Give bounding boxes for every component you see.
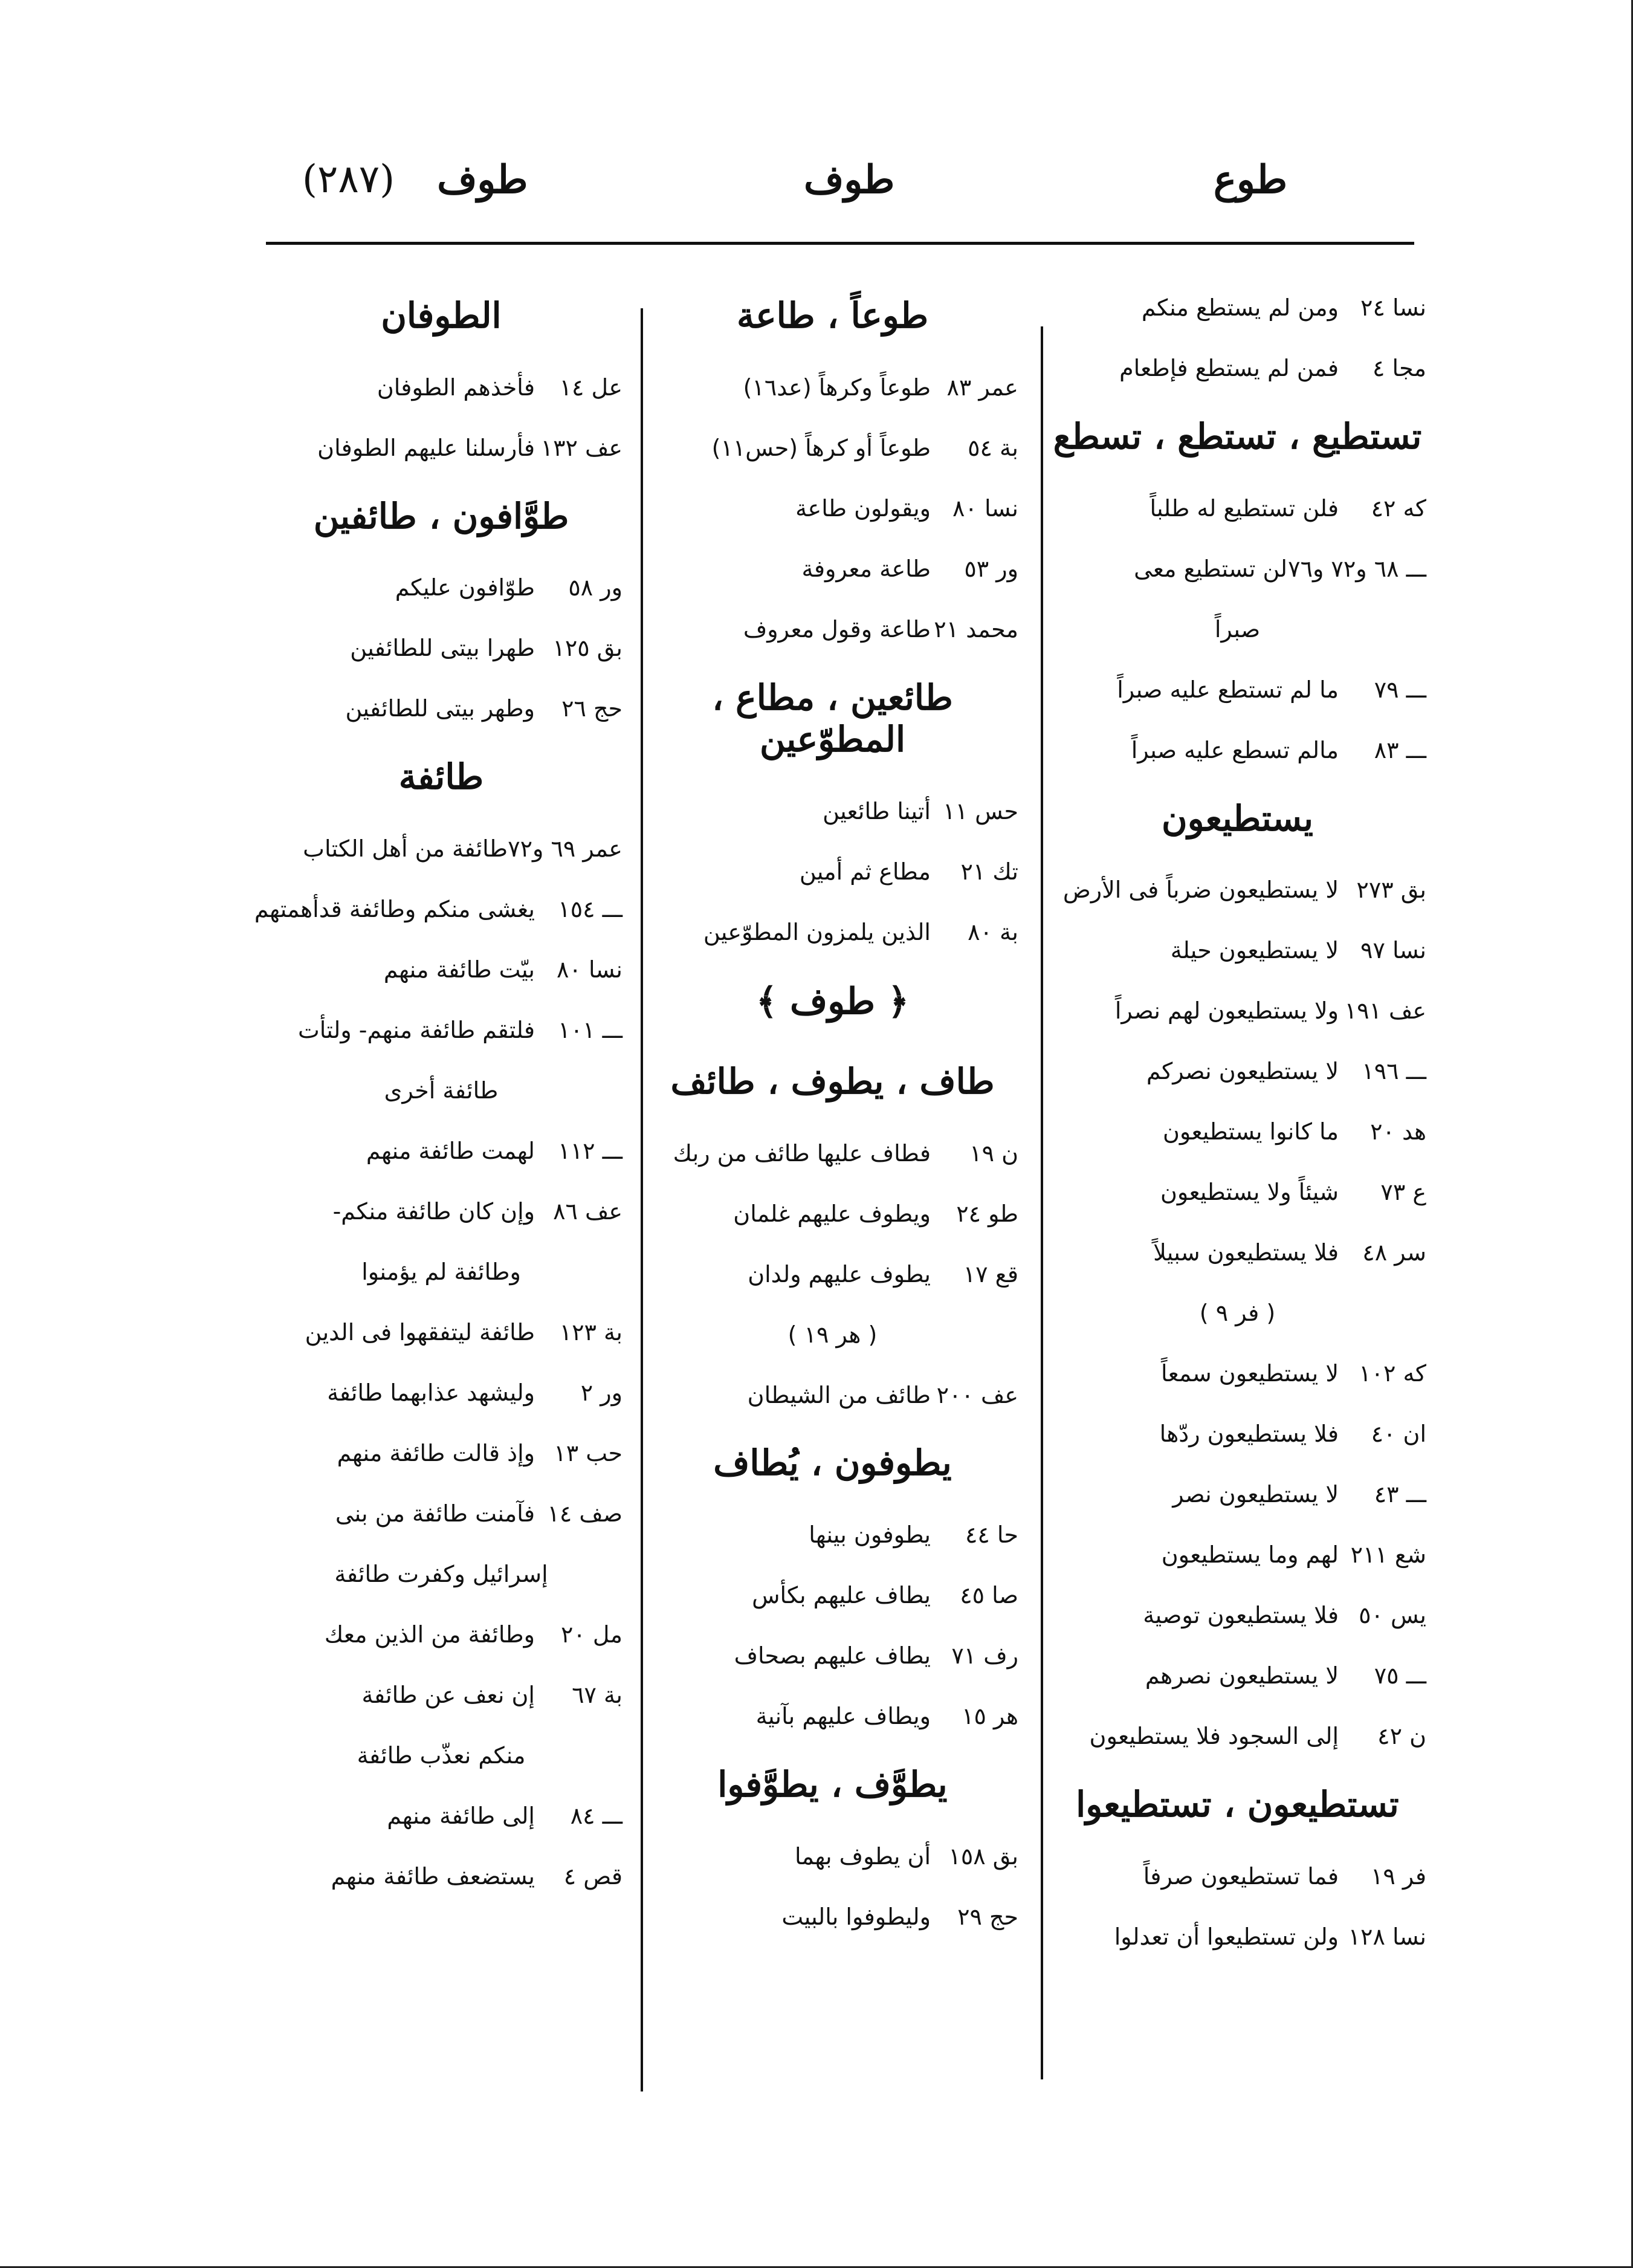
entry-text: يغشى منكم وطائفة قدأهمتهم bbox=[254, 895, 535, 922]
entry-text: ما كانوا يستطيعون bbox=[1163, 1118, 1339, 1145]
index-entry bbox=[647, 1365, 1018, 1425]
index-entry bbox=[1049, 339, 1426, 399]
entry-text: أتينا طائعين bbox=[823, 797, 931, 825]
entry-text: يستضعف طائفة منهم bbox=[331, 1862, 535, 1890]
entry-ref: رف ٧١ bbox=[951, 1642, 1018, 1670]
entry-text: وليشهد عذابهما طائفة bbox=[327, 1379, 535, 1406]
section-heading: يستطيعون bbox=[1161, 797, 1313, 839]
entry-text: فآمنت طائفة من بنى bbox=[335, 1500, 535, 1527]
column-divider-right bbox=[1041, 326, 1043, 2079]
entry-text: ما لم تستطع عليه صبراً bbox=[1117, 676, 1339, 703]
index-entry bbox=[647, 1244, 1018, 1304]
section-heading: طاف ، يطوف ، طائف bbox=[670, 1060, 995, 1102]
entry-ref: ـــ ٧٥ bbox=[1374, 1662, 1426, 1690]
index-entry bbox=[1049, 1646, 1426, 1706]
section-heading: طوعاً ، طاعة bbox=[736, 295, 929, 336]
entry-ref: ـــ ٦٨ و٧٢ و٧٦ bbox=[1288, 555, 1426, 582]
entry-text: مالم تسطع عليه صبراً bbox=[1131, 736, 1339, 763]
entry-text: ويطاف عليهم بآنية bbox=[755, 1703, 931, 1730]
header-root-center: طوف bbox=[804, 157, 895, 202]
index-entry bbox=[260, 558, 622, 618]
entry-ref: مجا ٤ bbox=[1373, 355, 1426, 382]
entry-ref: كه ٤٢ bbox=[1371, 494, 1426, 522]
index-entry bbox=[1049, 860, 1426, 921]
index-entry bbox=[1049, 921, 1426, 981]
index-entry bbox=[1049, 1907, 1426, 1968]
entry-ref: بة ٨٠ bbox=[968, 918, 1018, 945]
header-left-group bbox=[302, 157, 528, 202]
entry-text: ولا يستطيعون لهم نصراً bbox=[1114, 997, 1339, 1025]
entry-ref: عل ١٤ bbox=[559, 374, 622, 401]
index-entry bbox=[260, 1303, 622, 1363]
index-entry-continuation bbox=[260, 1242, 622, 1303]
entry-ref: كه ١٠٢ bbox=[1359, 1360, 1426, 1387]
entry-ref: تك ٢١ bbox=[960, 858, 1018, 885]
entry-ref: بة ١٢٣ bbox=[559, 1318, 622, 1346]
index-entry bbox=[260, 1605, 622, 1665]
entry-text: لا يستطيعون نصرهم bbox=[1145, 1662, 1339, 1690]
index-entry bbox=[260, 1424, 622, 1484]
index-entry bbox=[1049, 1847, 1426, 1907]
index-entry bbox=[260, 418, 622, 479]
index-entry bbox=[1049, 1525, 1426, 1586]
entry-ref: عف ١٩١ bbox=[1344, 997, 1426, 1025]
entry-ref: ن ١٩ bbox=[969, 1139, 1018, 1167]
entry-text: مطاع ثم أمين bbox=[799, 858, 931, 885]
index-entry bbox=[647, 1626, 1018, 1686]
index-entry bbox=[260, 358, 622, 418]
section-heading: يطوَّف ، يطوَّفوا bbox=[717, 1763, 948, 1805]
entry-ref: ـــ ١٠١ bbox=[558, 1016, 622, 1043]
column-middle bbox=[647, 278, 1018, 1948]
entry-text: فلا يستطيعون توصية bbox=[1143, 1602, 1339, 1629]
entry-text: أن يطوف بهما bbox=[794, 1842, 931, 1870]
entry-text: لا يستطيعون ضرباً فى الأرض bbox=[1062, 876, 1339, 904]
entry-text: طائفة ليتفقهوا فى الدين bbox=[305, 1318, 535, 1346]
section-heading: تستطيعون ، تستطيعوا bbox=[1076, 1784, 1399, 1826]
entry-text: لهم وما يستطيعون bbox=[1161, 1541, 1339, 1569]
index-entry bbox=[1049, 1162, 1426, 1223]
entry-ref: عف ١٣٢ bbox=[540, 434, 622, 461]
page-header bbox=[266, 145, 1414, 224]
entry-ref: هد ٢٠ bbox=[1370, 1118, 1426, 1145]
entry-ref: نسا ٨٠ bbox=[557, 956, 622, 983]
entry-text: فلا يستطيعون سبيلاً bbox=[1153, 1239, 1339, 1266]
section-heading: تستطيع ، تستطع ، تسطع bbox=[1053, 416, 1422, 457]
entry-text: طوّافون عليكم bbox=[395, 574, 535, 601]
entry-text: فما تستطيعون صرفاً bbox=[1143, 1862, 1339, 1890]
entry-ref: بق ٢٧٣ bbox=[1356, 876, 1426, 904]
entry-text: شيئاً ولا يستطيعون bbox=[1160, 1179, 1339, 1206]
entry-ref: صف ١٤ bbox=[547, 1500, 622, 1527]
index-entry bbox=[1049, 1404, 1426, 1465]
column-divider-left bbox=[641, 308, 643, 2091]
entry-ref: ـــ ١١٢ bbox=[558, 1137, 622, 1164]
entry-text: لن تستطيع معى bbox=[1134, 555, 1287, 582]
entry-ref: ع ٧٣ bbox=[1380, 1179, 1426, 1206]
entry-text: إلى السجود فلا يستطيعون bbox=[1089, 1723, 1339, 1750]
entry-text: ويقولون طاعة bbox=[795, 494, 931, 522]
entry-ref: يس ٥٠ bbox=[1359, 1602, 1426, 1629]
index-entry bbox=[647, 1827, 1018, 1887]
entry-ref: ـــ ١٥٤ bbox=[558, 895, 622, 922]
entry-ref: حج ٢٦ bbox=[561, 695, 622, 722]
entry-ref: عف ٢٠٠ bbox=[936, 1381, 1018, 1408]
index-entry bbox=[1049, 539, 1426, 600]
index-entry-continuation bbox=[260, 1544, 622, 1605]
entry-text: الذين يلمزون المطوّعين bbox=[703, 918, 931, 945]
index-entry bbox=[1049, 1706, 1426, 1767]
index-entry bbox=[647, 1123, 1018, 1184]
entry-text: لا يستطيعون سمعاً bbox=[1161, 1360, 1339, 1387]
index-entry bbox=[647, 1566, 1018, 1626]
entry-ref: ور ٥٨ bbox=[568, 574, 622, 601]
entry-text: فمن لم يستطع فإطعام bbox=[1119, 355, 1339, 382]
page-number: (٢٨٧) bbox=[302, 157, 395, 202]
entry-ref: قص ٤ bbox=[563, 1862, 622, 1890]
entry-text: فطاف عليها طائف من ربك bbox=[673, 1139, 931, 1167]
index-entry bbox=[647, 600, 1018, 660]
index-entry-crossref bbox=[1049, 1283, 1426, 1344]
entry-ref: طو ٢٤ bbox=[956, 1200, 1018, 1227]
entry-ref: ان ٤٠ bbox=[1371, 1421, 1426, 1448]
index-entry bbox=[1049, 1344, 1426, 1404]
section-heading: طائعين ، مطاع ، المطوّعين bbox=[712, 676, 953, 760]
index-entry bbox=[647, 902, 1018, 963]
entry-text: فأخذهم الطوفان bbox=[377, 374, 535, 401]
index-entry bbox=[260, 618, 622, 679]
index-entry bbox=[260, 1121, 622, 1182]
entry-text: وإن كان طائفة منكم- bbox=[332, 1197, 535, 1225]
index-entry bbox=[647, 358, 1018, 418]
entry-ref: ور ٢ bbox=[580, 1379, 622, 1406]
entry-text: بيّت طائفة منهم bbox=[383, 956, 535, 983]
entry-text: فأرسلنا عليهم الطوفان bbox=[317, 434, 535, 461]
entry-ref: نسا ٩٧ bbox=[1360, 937, 1426, 964]
index-entry bbox=[647, 539, 1018, 600]
entry-text: وإذ قالت طائفة منهم bbox=[337, 1439, 535, 1466]
index-entry bbox=[647, 1184, 1018, 1244]
entry-text: طوعاً وكرهاً (عد١٦) bbox=[743, 374, 931, 401]
entry-text: فلا يستطيعون ردّها bbox=[1159, 1421, 1339, 1448]
entry-ref: حب ١٣ bbox=[554, 1439, 622, 1466]
entry-text: لا يستطيعون حيلة bbox=[1170, 937, 1339, 964]
entry-text: طائفة أخرى bbox=[384, 1077, 499, 1104]
entry-text: ويطوف عليهم غلمان bbox=[733, 1200, 931, 1227]
entry-text: إسرائيل وكفرت طائفة bbox=[334, 1560, 548, 1587]
index-entry bbox=[260, 1665, 622, 1726]
index-entry bbox=[647, 1686, 1018, 1747]
section-heading: الطوفان bbox=[381, 295, 502, 336]
entry-text: يطاف عليهم بكأس bbox=[752, 1582, 931, 1609]
entry-ref: هر ١٥ bbox=[962, 1703, 1018, 1730]
entry-text: وليطوفوا بالبيت bbox=[781, 1903, 931, 1930]
entry-text: طوعاً أو كرهاً (حس١١) bbox=[711, 434, 931, 461]
index-entry bbox=[260, 679, 622, 739]
column-left bbox=[254, 278, 622, 1907]
index-entry bbox=[260, 1363, 622, 1424]
index-entry bbox=[260, 1182, 622, 1242]
entry-text: ( هر ١٩ ) bbox=[787, 1321, 878, 1348]
index-entry bbox=[647, 1887, 1018, 1948]
index-entry bbox=[1049, 479, 1426, 539]
entry-ref: سر ٤٨ bbox=[1362, 1239, 1426, 1266]
index-entry bbox=[1049, 721, 1426, 781]
entry-text: ومن لم يستطع منكم bbox=[1141, 294, 1339, 322]
section-heading: طوَّافون ، طائفين bbox=[313, 495, 569, 537]
entry-text: إلى طائفة منهم bbox=[387, 1802, 535, 1829]
entry-ref: بة ٥٤ bbox=[968, 434, 1018, 461]
index-entry bbox=[1049, 1586, 1426, 1646]
entry-ref: صا ٤٥ bbox=[960, 1582, 1018, 1609]
index-entry bbox=[254, 880, 622, 940]
section-heading: يطوفون ، يُطاف bbox=[713, 1442, 952, 1484]
index-entry bbox=[260, 940, 622, 1000]
entry-ref: ـــ ٤٣ bbox=[1374, 1481, 1426, 1508]
entry-ref: ـــ ٨٤ bbox=[570, 1802, 622, 1829]
entry-text: طائف من الشيطان bbox=[747, 1381, 931, 1408]
index-entry-continuation bbox=[1049, 600, 1426, 660]
entry-ref: نسا ١٢٨ bbox=[1348, 1923, 1426, 1950]
entry-ref: حا ٤٤ bbox=[965, 1521, 1018, 1549]
entry-ref: حس ١١ bbox=[943, 797, 1018, 825]
section-heading: طائفة bbox=[398, 756, 484, 798]
entry-text: ( فر ٩ ) bbox=[1199, 1300, 1276, 1327]
column-right bbox=[1049, 278, 1426, 1968]
entry-ref: عمر ٦٩ و٧٢ bbox=[508, 835, 622, 862]
index-entry bbox=[1049, 1102, 1426, 1162]
entry-ref: عمر ٨٣ bbox=[946, 374, 1018, 401]
entry-text: طاعة وقول معروف bbox=[743, 615, 931, 643]
entry-ref: نسا ٨٠ bbox=[952, 494, 1018, 522]
entry-ref: ن ٤٢ bbox=[1377, 1723, 1426, 1750]
index-entry bbox=[1049, 660, 1426, 721]
entry-text: طهرا بيتى للطائفين bbox=[350, 635, 535, 662]
entry-ref: ور ٥٣ bbox=[964, 555, 1018, 582]
entry-text: لهمت طائفة منهم bbox=[366, 1137, 535, 1164]
header-root-left: طوف bbox=[437, 157, 528, 202]
index-entry bbox=[1049, 981, 1426, 1042]
entry-text: طاعة معروفة bbox=[801, 555, 931, 582]
entry-text: يطاف عليهم بصحاف bbox=[734, 1642, 931, 1670]
entry-text: وطائفة من الذين معك bbox=[324, 1621, 535, 1648]
entry-text: طائفة من أهل الكتاب bbox=[303, 835, 508, 862]
index-entry-continuation bbox=[260, 1061, 622, 1121]
index-entry bbox=[1049, 1465, 1426, 1525]
entry-text: إن نعف عن طائفة bbox=[361, 1681, 535, 1708]
entry-text: يطوف عليهم ولدان bbox=[748, 1260, 931, 1288]
entry-text: لا يستطيعون نصركم bbox=[1146, 1058, 1339, 1085]
entry-text: وطهر بيتى للطائفين bbox=[345, 695, 535, 722]
entry-text: فلن تستطيع له طلباً bbox=[1150, 494, 1339, 522]
index-entry bbox=[647, 418, 1018, 479]
index-entry bbox=[260, 1000, 622, 1061]
index-entry-continuation bbox=[260, 1726, 622, 1786]
entry-ref: ـــ ٧٩ bbox=[1374, 676, 1426, 703]
entry-text: لا يستطيعون نصر bbox=[1172, 1481, 1339, 1508]
entry-ref: محمد ٢١ bbox=[934, 615, 1018, 643]
entry-ref: بق ١٢٥ bbox=[552, 635, 622, 662]
index-entry bbox=[260, 1786, 622, 1847]
entry-ref: عف ٨٦ bbox=[553, 1197, 622, 1225]
entry-ref: ـــ ٨٣ bbox=[1374, 736, 1426, 763]
index-entry bbox=[260, 1484, 622, 1544]
index-entry bbox=[1049, 278, 1426, 339]
entry-text: ولن تستطيعوا أن تعدلوا bbox=[1114, 1923, 1339, 1950]
root-heading: ﴿ طوف ﴾ bbox=[755, 980, 910, 1023]
entry-ref: بق ١٥٨ bbox=[948, 1842, 1018, 1870]
entry-ref: بة ٦٧ bbox=[572, 1681, 622, 1708]
index-entry bbox=[260, 819, 622, 880]
entry-ref: مل ٢٠ bbox=[560, 1621, 622, 1648]
entry-ref: قع ١٧ bbox=[963, 1260, 1018, 1288]
entry-text: منكم نعذّب طائفة bbox=[357, 1742, 526, 1769]
entry-text: فلتقم طائفة منهم- ولتأت bbox=[297, 1016, 535, 1043]
index-entry bbox=[647, 782, 1018, 842]
index-entry-crossref bbox=[647, 1304, 1018, 1365]
entry-ref: حج ٢٩ bbox=[957, 1903, 1018, 1930]
index-entry bbox=[647, 479, 1018, 539]
entry-text: صبراً bbox=[1214, 615, 1261, 643]
entry-text: وطائفة لم يؤمنوا bbox=[361, 1258, 521, 1285]
index-entry bbox=[647, 1505, 1018, 1566]
entry-text: يطوفون بينها bbox=[809, 1521, 931, 1549]
header-rule bbox=[266, 242, 1414, 245]
index-entry bbox=[1049, 1042, 1426, 1102]
index-entry bbox=[1049, 1223, 1426, 1283]
entry-ref: ـــ ١٩٦ bbox=[1362, 1058, 1426, 1085]
entry-ref: فر ١٩ bbox=[1370, 1862, 1426, 1890]
entry-ref: شع ٢١١ bbox=[1350, 1541, 1426, 1569]
header-root-right: طوع bbox=[1213, 157, 1287, 202]
index-entry bbox=[260, 1847, 622, 1907]
index-entry bbox=[647, 842, 1018, 902]
entry-ref: نسا ٢٤ bbox=[1360, 294, 1426, 322]
